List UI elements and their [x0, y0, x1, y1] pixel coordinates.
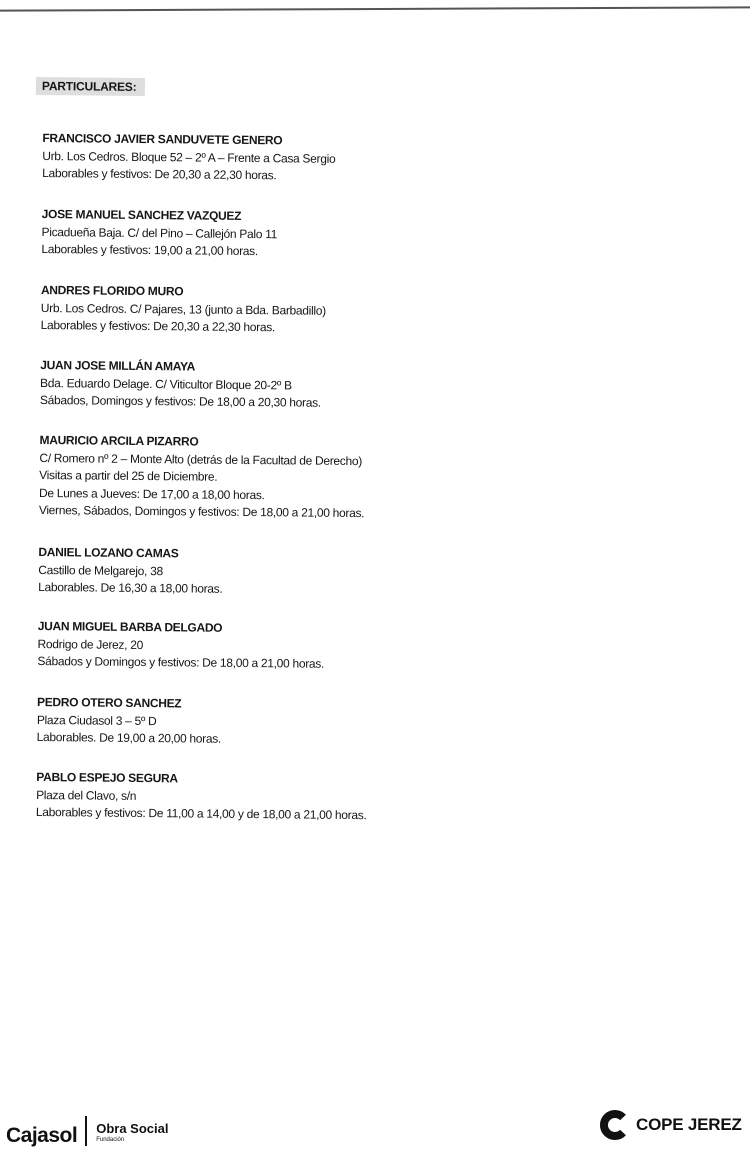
entry-address: Bda. Eduardo Delage. C/ Viticultor Bloque 20-2º B: [40, 375, 292, 392]
entry-address: Plaza Ciudasol 3 – 5º D: [36, 712, 157, 728]
list-item: [39, 432, 365, 523]
entry-schedule: Laborables. De 19,00 a 20,00 horas.: [36, 729, 222, 746]
sponsor-logo-cajasol: [6, 1112, 168, 1148]
entry-name: PEDRO OTERO SANCHEZ: [36, 695, 182, 711]
list-item: [40, 357, 321, 412]
entry-schedule: De Lunes a Jueves: De 17,00 a 18,00 horas.: [38, 485, 265, 502]
logo-divider: [85, 1116, 87, 1146]
list-item: [41, 206, 277, 261]
entry-name: ANDRES FLORIDO MURO: [40, 283, 184, 299]
entry-schedule: Laborables y festivos: De 20,30 a 22,30 horas.: [40, 318, 276, 335]
list-item: [38, 544, 223, 598]
section-heading: PARTICULARES:: [36, 77, 145, 96]
entry-schedule: Viernes, Sábados, Domingos y festivos: De 18,00 a 21,00 horas.: [38, 503, 365, 521]
list-item: [37, 694, 222, 748]
obra-social-block: [96, 1121, 168, 1148]
entry-name: FRANCISCO JAVIER SANDUVETE GENERO: [42, 131, 283, 148]
entry-address: Picadueña Baja. C/ del Pino – Callejón Palo 11: [41, 224, 278, 241]
list-item: [36, 769, 367, 825]
entry-schedule: Laborables y festivos: De 11,00 a 14,00 y de 18,00 a 21,00 horas.: [35, 804, 367, 823]
entry-name: JOSE MANUEL SANCHEZ VAZQUEZ: [41, 207, 242, 223]
entry-schedule: Laborables y festivos: De 20,30 a 22,30 horas.: [42, 166, 277, 183]
entry-address: Urb. Los Cedros. C/ Pajares, 13 (junto a Bda. Barbadillo): [40, 300, 326, 318]
entry-address: Rodrigo de Jerez, 20: [37, 636, 144, 652]
entry-name: PABLO ESPEJO SEGURA: [36, 769, 178, 786]
obra-social-label: Obra Social: [96, 1121, 169, 1136]
entry-address: Plaza del Clavo, s/n: [36, 787, 137, 803]
entry-note: Visitas a partir del 25 de Diciembre.: [39, 468, 218, 484]
entry-name: DANIEL LOZANO CAMAS: [38, 545, 179, 561]
entry-address: C/ Romero nº 2 – Monte Alto (detrás de la Facultad de Derecho): [39, 450, 363, 468]
entry-name: JUAN MIGUEL BARBA DELGADO: [37, 619, 223, 635]
entry-schedule: Laborables. De 16,30 a 18,00 horas.: [38, 580, 223, 596]
cope-mark-icon: [598, 1109, 630, 1141]
cajasol-logo: Cajasol: [6, 1124, 78, 1147]
sponsor-logo-cope: [598, 1106, 742, 1144]
cope-logo-label: COPE JEREZ: [636, 1115, 742, 1134]
entry-schedule: Sábados y Domingos y festivos: De 18,00 a 21,00 horas.: [37, 654, 325, 671]
entry-address: Urb. Los Cedros. Bloque 52 – 2º A – Frente a Casa Sergio: [42, 148, 336, 166]
entry-schedule: Laborables y festivos: 19,00 a 21,00 horas.: [41, 242, 259, 259]
obra-social-sub: Fundación: [96, 1137, 125, 1143]
entry-address: Castillo de Melgarejo, 38: [38, 562, 163, 578]
entry-schedule: Sábados, Domingos y festivos: De 18,00 a 20,30 horas.: [39, 393, 321, 410]
list-item: [42, 130, 336, 185]
list-item: [37, 618, 324, 673]
list-item: [41, 282, 327, 337]
entry-name: JUAN JOSE MILLÁN AMAYA: [40, 358, 196, 374]
entry-name: MAURICIO ARCILA PIZARRO: [39, 433, 199, 449]
